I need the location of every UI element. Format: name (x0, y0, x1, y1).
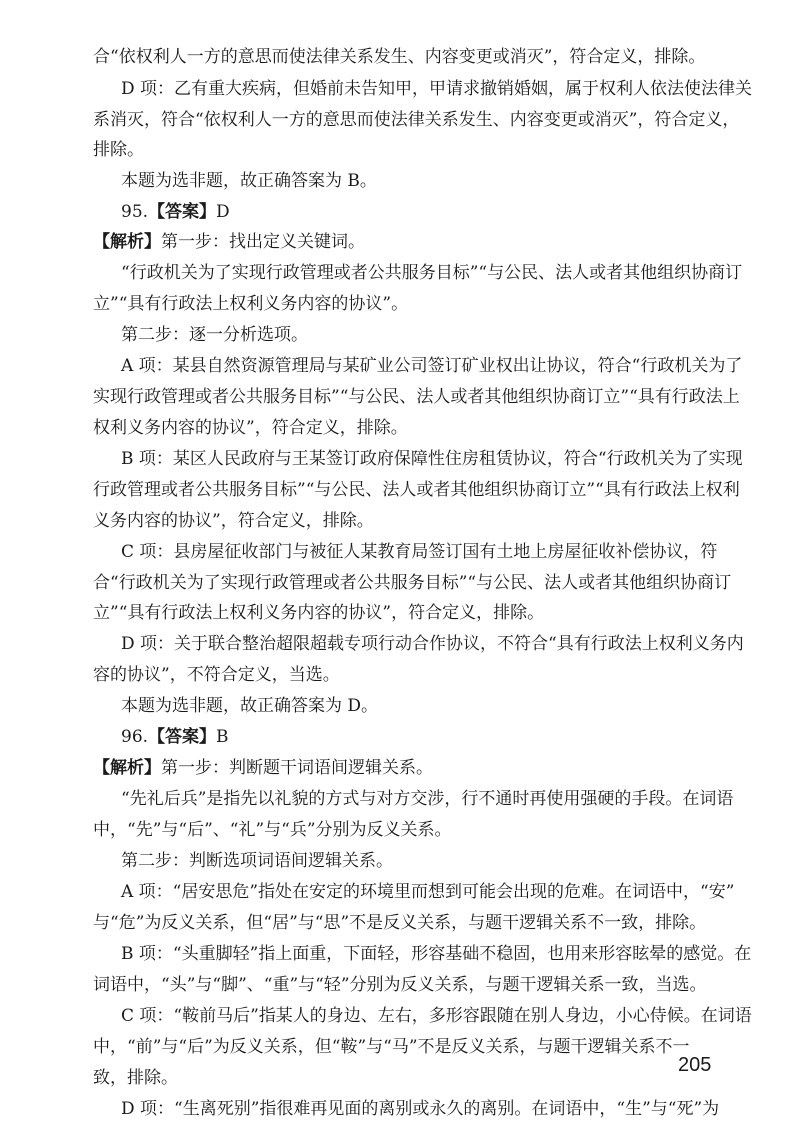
text-run: 义务内容的协议”，符合定义，排除。 (93, 511, 374, 531)
text-run: 行政管理或者公共服务目标”“与公民、法人或者其他组织协商订立”“具有行政法上权利 (93, 480, 740, 500)
text-run: C 项：“鞍前马后”指某人的身边、左右，多形容跟随在别人身边，小心侍候。在词语 (121, 1006, 752, 1026)
text-run: 第一步：找出定义关键词。 (161, 232, 365, 252)
answer-95-line (121, 199, 713, 225)
conclusion-line (121, 168, 713, 194)
text-run: C 项：县房屋征收部门与被征人某教育局签订国有土地上房屋征收补偿协议，符 (121, 542, 718, 562)
text-run: 与“危”为反义关系，但“居”与“思”不是反义关系，与题干逻辑关系不一致，排除。 (93, 913, 707, 933)
text-run: 实现行政管理或者公共服务目标”“与公民、法人或者其他组织协商订立”“具有行政法上 (93, 387, 740, 407)
text-run: B (216, 727, 229, 747)
text-run: D 项：乙有重大疾病，但婚前未告知甲，甲请求撤销婚姻，属于权利人依法使法律关 (121, 79, 753, 99)
keyword-line (121, 260, 743, 286)
answer-96-line (121, 724, 713, 750)
text-run: “先礼后兵”是指先以礼貌的方式与对方交涉，行不通时再使用强硬的手段。在词语 (121, 789, 734, 809)
text-run: 容的协议”，不符合定义，当选。 (93, 665, 340, 685)
text-run: A 项：“居安思危”指处在安定的环境里而想到可能会出现的危难。在词语中，“安” (121, 882, 735, 902)
text-run: 第二步：逐一分析选项。 (121, 325, 308, 345)
paragraph-line (93, 662, 713, 688)
paragraph-line (121, 786, 734, 812)
paragraph-line (93, 415, 713, 441)
text-run: 本题为选非题，故正确答案为 B。 (121, 171, 377, 191)
step-line (121, 848, 713, 874)
text-run: 系消灭，符合“依权利人一方的意思而使法律关系发生、内容变更或消灭”，符合定义， (93, 110, 740, 130)
option-d-line (121, 76, 753, 102)
text-run: B 项：某区人民政府与王某签订政府保障性住房租赁协议，符合“行政机关为了实现 (121, 449, 743, 469)
paragraph-line (93, 107, 740, 133)
text-run: 合“依权利人一方的意思而使法律关系发生、内容变更或消灭”，符合定义，排除。 (93, 47, 706, 67)
paragraph-line (93, 1034, 713, 1060)
analysis-96-line (93, 755, 713, 781)
paragraph-line (93, 910, 713, 936)
option-a-line (121, 353, 743, 379)
option-b-line (121, 446, 743, 472)
text-run: 权利义务内容的协议”，符合定义，排除。 (93, 418, 408, 438)
conclusion-line (121, 693, 713, 719)
paragraph-line (93, 972, 713, 998)
step-line (121, 322, 713, 348)
text-run: 中，“先”与“后”、“礼”与“兵”分别为反义关系。 (93, 820, 452, 840)
option-b-line (121, 941, 752, 967)
text-run: B 项：“头重脚轻”指上面重，下面轻，形容基础不稳固，也用来形容眩晕的感觉。在 (121, 944, 752, 964)
text-run: 致，排除。 (93, 1068, 178, 1088)
bold-label: 【答案】 (148, 727, 217, 747)
option-d-line (121, 1096, 720, 1122)
text-run: 中，“前”与“后”为反义关系，但“鞍”与“马”不是反义关系，与题干逻辑关系不一 (93, 1037, 690, 1057)
bold-label: 【解析】 (93, 232, 161, 252)
text-run: 第一步：判断题干词语间逻辑关系。 (161, 758, 433, 778)
paragraph-line (93, 137, 713, 163)
page-number: 205 (678, 1054, 712, 1076)
text-run: D (216, 202, 230, 222)
text-run: “行政机关为了实现行政管理或者公共服务目标”“与公民、法人或者其他组织协商订 (121, 263, 743, 283)
text-run: 第二步：判断选项词语间逻辑关系。 (121, 851, 393, 871)
option-d-line (121, 631, 744, 657)
bold-label: 【答案】 (148, 202, 217, 222)
bold-label: 【解析】 (93, 758, 161, 778)
paragraph-line (93, 1065, 713, 1091)
paragraph-line (93, 508, 713, 534)
text-run: 95. (121, 202, 149, 222)
text-run: 96. (121, 727, 149, 747)
text-run: 本题为选非题，故正确答案为 D。 (121, 696, 379, 716)
analysis-95-line (93, 229, 713, 255)
option-c-line (121, 1003, 752, 1029)
paragraph-line (93, 570, 732, 596)
paragraph-line (93, 477, 740, 503)
option-c-line (121, 539, 718, 565)
paragraph-line (93, 384, 740, 410)
text-run: 立”“具有行政法上权利义务内容的协议”，符合定义，排除。 (93, 603, 545, 623)
paragraph-line (93, 44, 713, 70)
text-run: 词语中，“头”与“脚”、“重”与“轻”分别为反义关系，与题干逻辑关系一致，当选。 (93, 975, 707, 995)
paragraph-line (93, 817, 713, 843)
text-run: D 项：关于联合整治超限超载专项行动合作协议，不符合“具有行政法上权利义务内 (121, 634, 744, 654)
text-run: A 项：某县自然资源管理局与某矿业公司签订矿业权出让协议，符合“行政机关为了 (121, 356, 743, 376)
text-run: 立”“具有行政法上权利义务内容的协议”。 (93, 294, 409, 314)
paragraph-line (93, 291, 713, 317)
text-run: 合“行政机关为了实现行政管理或者公共服务目标”“与公民、法人或者其他组织协商订 (93, 573, 732, 593)
text-run: D 项：“生离死别”指很难再见面的离别或永久的离别。在词语中，“生”与“死”为 (121, 1099, 720, 1119)
option-a-line (121, 879, 735, 905)
text-run: 排除。 (93, 140, 144, 160)
paragraph-line (93, 600, 713, 626)
